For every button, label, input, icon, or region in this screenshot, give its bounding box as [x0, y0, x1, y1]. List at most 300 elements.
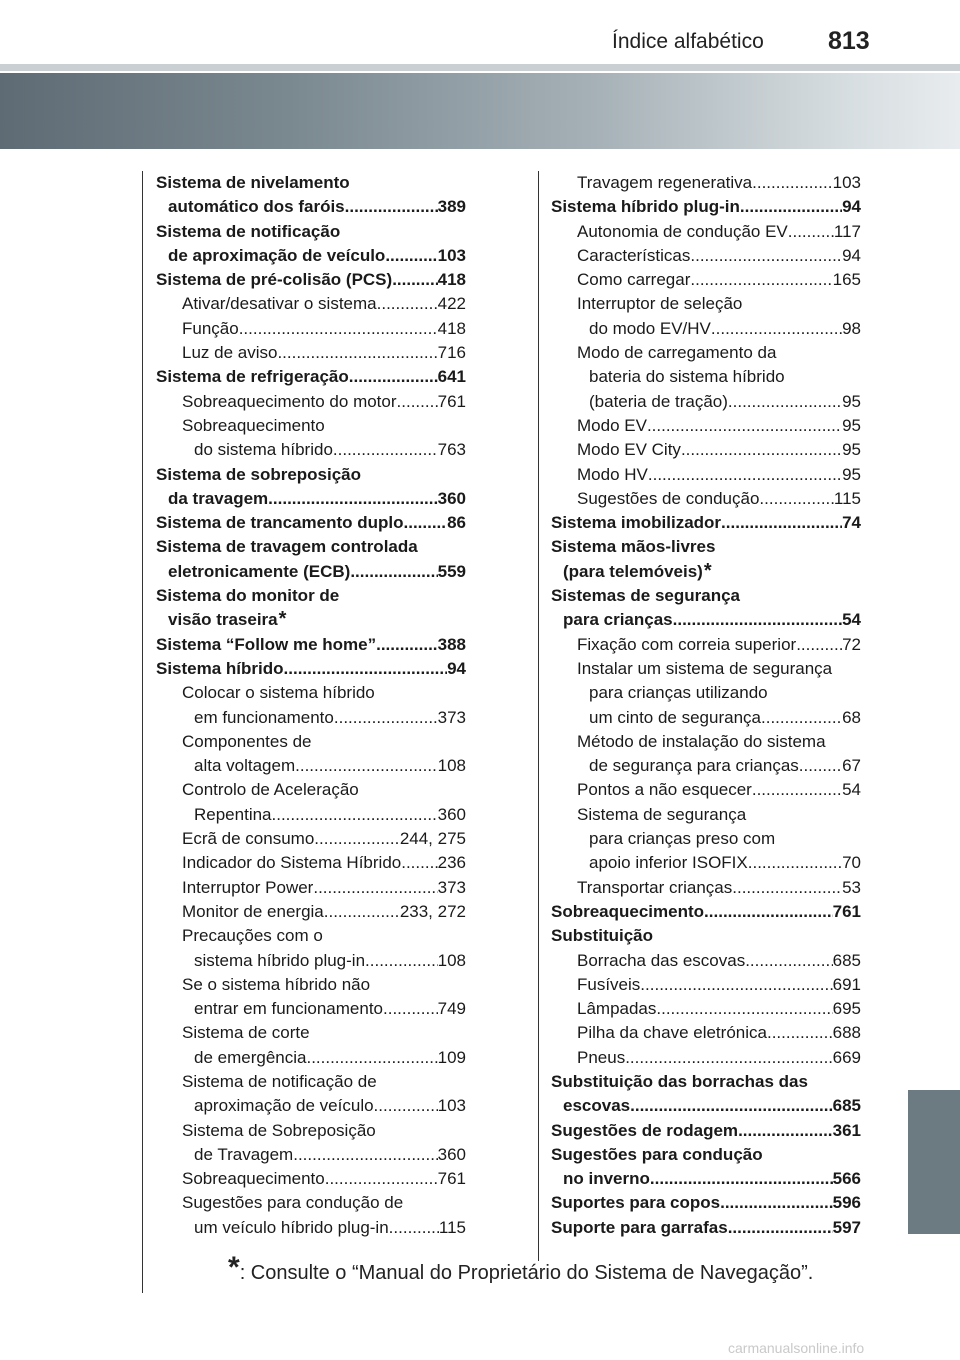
index-entry-term: de segurança para crianças: [589, 756, 799, 776]
index-entry-page: 109: [437, 1047, 466, 1067]
index-entry-page: 761: [832, 901, 861, 921]
index-entry-term: do modo EV/HV: [589, 318, 711, 338]
index-entry-term: Sistema de travagem controlada: [156, 537, 418, 557]
index-entry: [156, 317, 466, 341]
dot-leader: [365, 949, 438, 973]
index-entry-term: Interruptor de seleção: [577, 294, 743, 314]
index-entry-page: 236: [437, 853, 466, 873]
index-entry-term: Substituição: [551, 926, 654, 946]
index-entry-term: Como carregar: [577, 270, 691, 290]
index-entry: [551, 244, 861, 268]
index-entry: [156, 341, 466, 365]
index-entry-term: Sistema “Follow me home”: [156, 634, 377, 654]
dot-leader: [711, 317, 842, 341]
index-entry-term: Ativar/desativar o sistema: [182, 294, 377, 314]
index-entry-term: Modo EV: [577, 415, 647, 435]
index-entry: [551, 1216, 861, 1240]
index-entry-term: Pontos a não esquecer: [577, 780, 752, 800]
index-entry-page: 641: [437, 367, 466, 387]
dot-leader: [349, 365, 438, 389]
dot-leader: [325, 1167, 438, 1191]
index-entry: [551, 535, 861, 559]
index-entry: [551, 414, 861, 438]
index-entry: [551, 949, 861, 973]
index-entry-term: Colocar o sistema híbrido: [182, 683, 375, 703]
dot-leader: [759, 487, 833, 511]
header-title: Índice alfabético: [612, 30, 764, 53]
dot-leader: [761, 706, 842, 730]
index-entry-term: Controlo de Aceleração: [182, 780, 359, 800]
index-entry: [156, 827, 466, 851]
index-entry: [156, 560, 466, 584]
dot-leader: [745, 949, 832, 973]
index-entry-page: 373: [437, 877, 466, 897]
dot-leader: [284, 657, 448, 681]
index-entry: [551, 681, 861, 705]
index-entry-page: 361: [832, 1120, 861, 1140]
footnote-text: : Consulte o “Manual do Proprietário do Sistema de Navegação”.: [239, 1262, 814, 1284]
index-entry: [551, 195, 861, 219]
index-entry-term: de emergência: [194, 1047, 307, 1067]
index-entry-term: de aproximação de veículo: [168, 245, 386, 265]
index-entry: [156, 414, 466, 438]
index-entry: [551, 851, 861, 875]
index-entry-term: Sobreaquecimento: [551, 901, 705, 921]
index-entry: [156, 244, 466, 268]
index-entry-term: Sistema de notificação: [156, 221, 341, 241]
column-divider: [538, 171, 539, 1261]
index-entry-page: 597: [832, 1217, 861, 1237]
index-entry-term: aproximação de veículo: [194, 1096, 374, 1116]
index-entry: [551, 754, 861, 778]
index-entry-page: 691: [832, 974, 861, 994]
dot-leader: [392, 268, 437, 292]
index-entry-page: 103: [437, 1096, 466, 1116]
dot-leader: [752, 778, 842, 802]
index-entry-page: 95: [842, 464, 861, 484]
index-entry: [551, 584, 861, 608]
index-entry: [156, 1021, 466, 1045]
index-entry: [551, 633, 861, 657]
index-entry: [156, 1143, 466, 1167]
index-entry-term: Monitor de energia: [182, 901, 324, 921]
index-entry-term: para crianças preso com: [589, 829, 776, 849]
index-entry-page: 70: [842, 853, 861, 873]
index-entry-term: do sistema híbrido: [194, 440, 333, 460]
index-entry: (para telemóveis) *: [551, 560, 861, 584]
index-entry-page: 716: [437, 343, 466, 363]
index-entry: [551, 220, 861, 244]
index-entry: [551, 390, 861, 414]
chapter-tab: [908, 1090, 960, 1234]
index-entry-term: Lâmpadas: [577, 999, 657, 1019]
index-entry: [156, 706, 466, 730]
watermark: carmanualsonline.info: [728, 1340, 865, 1356]
dot-leader: [268, 487, 437, 511]
dot-leader: [293, 1143, 437, 1167]
index-entry: [551, 803, 861, 827]
dot-leader: [313, 876, 437, 900]
index-entry: [551, 1167, 861, 1191]
index-entry: [551, 706, 861, 730]
page-number: 813: [828, 27, 870, 55]
index-entry-page: 53: [842, 877, 861, 897]
index-entry-term: da travagem: [168, 488, 269, 508]
index-entry: [156, 681, 466, 705]
index-entry-term: Sugestões para condução de: [182, 1193, 404, 1213]
index-entry: [551, 608, 861, 632]
index-entry-term: Precauções com o: [182, 926, 323, 946]
index-entry-term: Características: [577, 245, 691, 265]
dot-leader: [383, 997, 438, 1021]
dot-leader: [740, 195, 842, 219]
index-entry-term: Sistema de segurança: [577, 804, 747, 824]
index-entry-page: 95: [842, 415, 861, 435]
index-entry: [156, 438, 466, 462]
index-entry: [156, 633, 466, 657]
dot-leader: [673, 608, 842, 632]
index-entry-page: 74: [842, 513, 861, 533]
index-entry: [551, 1021, 861, 1045]
index-entry: [551, 827, 861, 851]
index-entry: [156, 535, 466, 559]
index-entry: [551, 1143, 861, 1167]
index-entry-page: 98: [842, 318, 861, 338]
dot-leader: [752, 171, 833, 195]
index-entry-term: Sistema de trancamento duplo: [156, 513, 404, 533]
index-entry-term: entrar em funcionamento: [194, 999, 383, 1019]
dot-leader: [721, 511, 842, 535]
dot-leader: [239, 317, 438, 341]
index-entry-term: Sugestões de rodagem: [551, 1120, 739, 1140]
index-column-right: [551, 171, 861, 1240]
dot-leader: [738, 1119, 833, 1143]
index-entry-page: 695: [832, 999, 861, 1019]
dot-leader: [404, 511, 448, 535]
dot-leader: [334, 706, 438, 730]
index-entry-term: Indicador do Sistema Híbrido: [182, 853, 402, 873]
index-entry-page: 669: [832, 1047, 861, 1067]
index-entry: [156, 487, 466, 511]
index-entry-term: Método de instalação do sistema: [577, 731, 826, 751]
index-entry-term: Sistema de pré-colisão (PCS): [156, 270, 393, 290]
index-entry-page: 360: [437, 1144, 466, 1164]
index-entry: [156, 390, 466, 414]
dot-leader: [788, 220, 834, 244]
index-entry: [156, 949, 466, 973]
dot-leader: [272, 803, 438, 827]
index-entry-term: um cinto de segurança: [589, 707, 761, 727]
index-entry-term: Luz de aviso: [182, 343, 278, 363]
index-entry: [156, 584, 466, 608]
index-entry-term: escovas: [563, 1096, 631, 1116]
index-entry: [551, 657, 861, 681]
index-entry: [156, 924, 466, 948]
dot-leader: [648, 463, 842, 487]
index-entry: [551, 511, 861, 535]
index-entry-term: em funcionamento: [194, 707, 334, 727]
index-entry-page: 54: [842, 780, 861, 800]
dot-leader: [314, 827, 400, 851]
dot-leader: [728, 1216, 833, 1240]
dot-leader: [295, 754, 438, 778]
index-entry: [551, 973, 861, 997]
index-entry-page: 688: [832, 1023, 861, 1043]
index-entry-term: alta voltagem: [194, 756, 296, 776]
index-entry: [551, 463, 861, 487]
index-entry-term: para crianças: [563, 610, 673, 630]
dot-leader: [767, 1021, 833, 1045]
index-entry: [156, 754, 466, 778]
index-entry-page: 559: [437, 561, 466, 581]
index-entry-page: 685: [832, 950, 861, 970]
index-entry-page: 389: [437, 197, 466, 217]
index-entry-page: 95: [842, 391, 861, 411]
header-rule: [0, 64, 960, 71]
dot-leader: [324, 900, 400, 924]
index-entry-term: Sistema híbrido: [156, 658, 284, 678]
index-entry: [156, 803, 466, 827]
footnote: [228, 1251, 814, 1285]
index-entry-term: Sugestões para condução: [551, 1144, 763, 1164]
dot-leader: [728, 390, 842, 414]
index-entry-page: 373: [437, 707, 466, 727]
index-entry: [156, 851, 466, 875]
dot-leader: [350, 560, 437, 584]
index-entry-term: Suporte para garrafas: [551, 1217, 728, 1237]
index-entry-page: 360: [437, 804, 466, 824]
index-entry-term: Transportar crianças: [577, 877, 733, 897]
index-entry: [551, 1046, 861, 1070]
index-entry-term: Pilha da chave eletrónica: [577, 1023, 767, 1043]
dot-leader: [377, 292, 438, 316]
dot-leader: [640, 973, 832, 997]
index-entry-term: Função: [182, 318, 239, 338]
index-entry-page: 103: [437, 245, 466, 265]
index-entry: [551, 1094, 861, 1118]
index-entry-term: Sobreaquecimento: [182, 415, 325, 435]
index-entry-term: no inverno: [563, 1169, 650, 1189]
index-entry: [156, 876, 466, 900]
index-entry: [156, 1191, 466, 1215]
dot-leader: [389, 1216, 439, 1240]
index-entry-page: 108: [437, 756, 466, 776]
index-entry-page: 761: [437, 1169, 466, 1189]
index-entry: [156, 1119, 466, 1143]
index-entry: [551, 341, 861, 365]
index-entry-page: 86: [447, 513, 466, 533]
index-entry-term: Modo de carregamento da: [577, 343, 777, 363]
index-entry-term: de Travagem: [194, 1144, 294, 1164]
dot-leader: [748, 851, 842, 875]
dot-leader: [401, 851, 437, 875]
index-entry-term: Borracha das escovas: [577, 950, 746, 970]
index-entry-page: 54: [842, 610, 861, 630]
index-entry-term: Sistema mãos-livres: [551, 537, 716, 557]
index-entry: [551, 438, 861, 462]
index-entry-page: 685: [832, 1096, 861, 1116]
dot-leader: [374, 1094, 438, 1118]
index-entry-term: sistema híbrido plug-in: [194, 950, 366, 970]
index-entry-page: 244, 275: [399, 829, 466, 849]
index-entry-term: Sistema de notificação de: [182, 1071, 377, 1091]
dot-leader: [306, 1046, 437, 1070]
index-entry-term: para crianças utilizando: [589, 683, 768, 703]
index-entry-page: 68: [842, 707, 861, 727]
index-entry-term: Fixação com correia superior: [577, 634, 797, 654]
dot-leader: [630, 1094, 833, 1118]
dot-leader: [376, 633, 438, 657]
index-entry-page: 422: [437, 294, 466, 314]
index-entry: [156, 268, 466, 292]
index-column-left: [156, 171, 466, 1240]
index-entry-term: Interruptor Power: [182, 877, 314, 897]
index-entry-term: Autonomia de condução EV: [577, 221, 788, 241]
index-entry-term: Sistema de nivelamento: [156, 173, 350, 192]
index-entry-page: 749: [437, 999, 466, 1019]
index-entry-term: Se o sistema híbrido não: [182, 974, 371, 994]
index-entry: [156, 1046, 466, 1070]
index-entry: [551, 487, 861, 511]
index-entry-term: Sobreaquecimento do motor: [182, 391, 397, 411]
index-entry-term: Sistema de corte: [182, 1023, 310, 1043]
index-entry-term: automático dos faróis: [168, 197, 345, 217]
index-entry-page: 94: [447, 658, 466, 678]
index-entry: [551, 876, 861, 900]
index-entry-page: 103: [832, 173, 861, 192]
index-entry-term: Sugestões de condução: [577, 488, 760, 508]
dot-leader: [796, 633, 842, 657]
index-entry: [551, 1070, 861, 1094]
index-entry-page: 566: [832, 1169, 861, 1189]
index-entry: [551, 1119, 861, 1143]
dot-leader: [799, 754, 842, 778]
index-entry: [156, 900, 466, 924]
dot-leader: [345, 195, 438, 219]
dot-leader: [333, 438, 438, 462]
dot-leader: [690, 268, 832, 292]
index-entry-page: 94: [842, 245, 861, 265]
index-entry-term: Sobreaquecimento: [182, 1169, 325, 1189]
index-entry-term: Travagem regenerativa: [577, 173, 753, 192]
index-entry: [551, 730, 861, 754]
index-entry: visão traseira *: [156, 608, 466, 632]
index-entry-page: 94: [842, 197, 861, 217]
footnote-marker: *: [228, 1251, 240, 1284]
dot-leader: [397, 390, 438, 414]
index-entry-page: 418: [437, 318, 466, 338]
index-entry: [551, 292, 861, 316]
index-entry-term: (bateria de tração): [589, 391, 728, 411]
index-entry: [551, 924, 861, 948]
index-entry: [156, 463, 466, 487]
index-entry-term: Fusíveis: [577, 974, 641, 994]
index-entry-term: Sistema imobilizador: [551, 513, 722, 533]
dot-leader: [647, 414, 842, 438]
index-entry: [156, 1216, 466, 1240]
index-entry: [156, 1167, 466, 1191]
index-entry: [551, 365, 861, 389]
index-entry: [156, 365, 466, 389]
index-entry-page: 596: [832, 1193, 861, 1213]
index-entry: [551, 778, 861, 802]
index-entry-page: 117: [833, 221, 861, 241]
index-entry: [551, 171, 861, 195]
index-entry-term: Sistema do monitor de: [156, 586, 340, 606]
index-entry-page: 763: [437, 440, 466, 460]
index-entry-page: 165: [832, 270, 861, 290]
index-entry-term: eletronicamente (ECB): [168, 561, 351, 581]
index-entry: [156, 195, 466, 219]
index-entry-term: apoio inferior ISOFIX: [589, 853, 748, 873]
index-entry-term: Sistema de refrigeração: [156, 367, 349, 387]
index-entry-page: 95: [842, 440, 861, 460]
index-entry-page: 761: [437, 391, 466, 411]
index-entry-term: Ecrã de consumo: [182, 829, 315, 849]
index-entry-term: um veículo híbrido plug-in: [194, 1217, 389, 1237]
index-entry-page: 418: [437, 270, 466, 290]
index-entry: [156, 997, 466, 1021]
index-entry: [551, 317, 861, 341]
index-entry-term: visão traseira: [168, 610, 278, 630]
dot-leader: [690, 244, 842, 268]
index-entry: [156, 220, 466, 244]
index-entry-term: Sistemas de segurança: [551, 586, 740, 606]
index-entry-term: Repentina: [194, 804, 272, 824]
index-entry: [551, 997, 861, 1021]
index-entry: [156, 171, 466, 195]
index-entry-term: Sistema de sobreposição: [156, 464, 362, 484]
dot-leader: [681, 438, 842, 462]
index-entry-term: bateria do sistema híbrido: [589, 367, 785, 387]
index-entry-term: Substituição das borrachas das: [551, 1071, 808, 1091]
dot-leader: [732, 876, 842, 900]
index-entry: [156, 778, 466, 802]
index-entry: [551, 900, 861, 924]
index-entry-page: 233, 272: [399, 901, 466, 921]
index-entry-term: Modo HV: [577, 464, 648, 484]
dot-leader: [385, 244, 437, 268]
index-entry-page: 388: [437, 634, 466, 654]
dot-leader: [625, 1046, 832, 1070]
index-entry-page: 108: [437, 950, 466, 970]
dot-leader: [704, 900, 833, 924]
index-entry-term: Componentes de: [182, 731, 312, 751]
left-margin-rule: [142, 171, 143, 1293]
index-entry: [156, 973, 466, 997]
dot-leader: [277, 341, 437, 365]
index-entry-page: 72: [842, 634, 861, 654]
index-entry: [156, 1094, 466, 1118]
index-entry-page: 360: [437, 488, 466, 508]
header-band: [0, 73, 960, 149]
index-entry-term: Sistema híbrido plug-in: [551, 197, 740, 217]
index-entry-term: (para telemóveis): [563, 561, 703, 581]
index-entry: [156, 511, 466, 535]
index-entry: [551, 1191, 861, 1215]
index-entry-page: 115: [833, 488, 861, 508]
index-entry: [156, 730, 466, 754]
index-entry-term: Sistema de Sobreposição: [182, 1120, 376, 1140]
index-entry-term: Suportes para copos: [551, 1193, 721, 1213]
index-entry-page: 115: [438, 1217, 466, 1237]
index-entry-term: Instalar um sistema de segurança: [577, 658, 833, 678]
index-entry: [156, 1070, 466, 1094]
index-entry: [156, 292, 466, 316]
index-entry: [551, 268, 861, 292]
dot-leader: [650, 1167, 833, 1191]
index-entry: [156, 657, 466, 681]
